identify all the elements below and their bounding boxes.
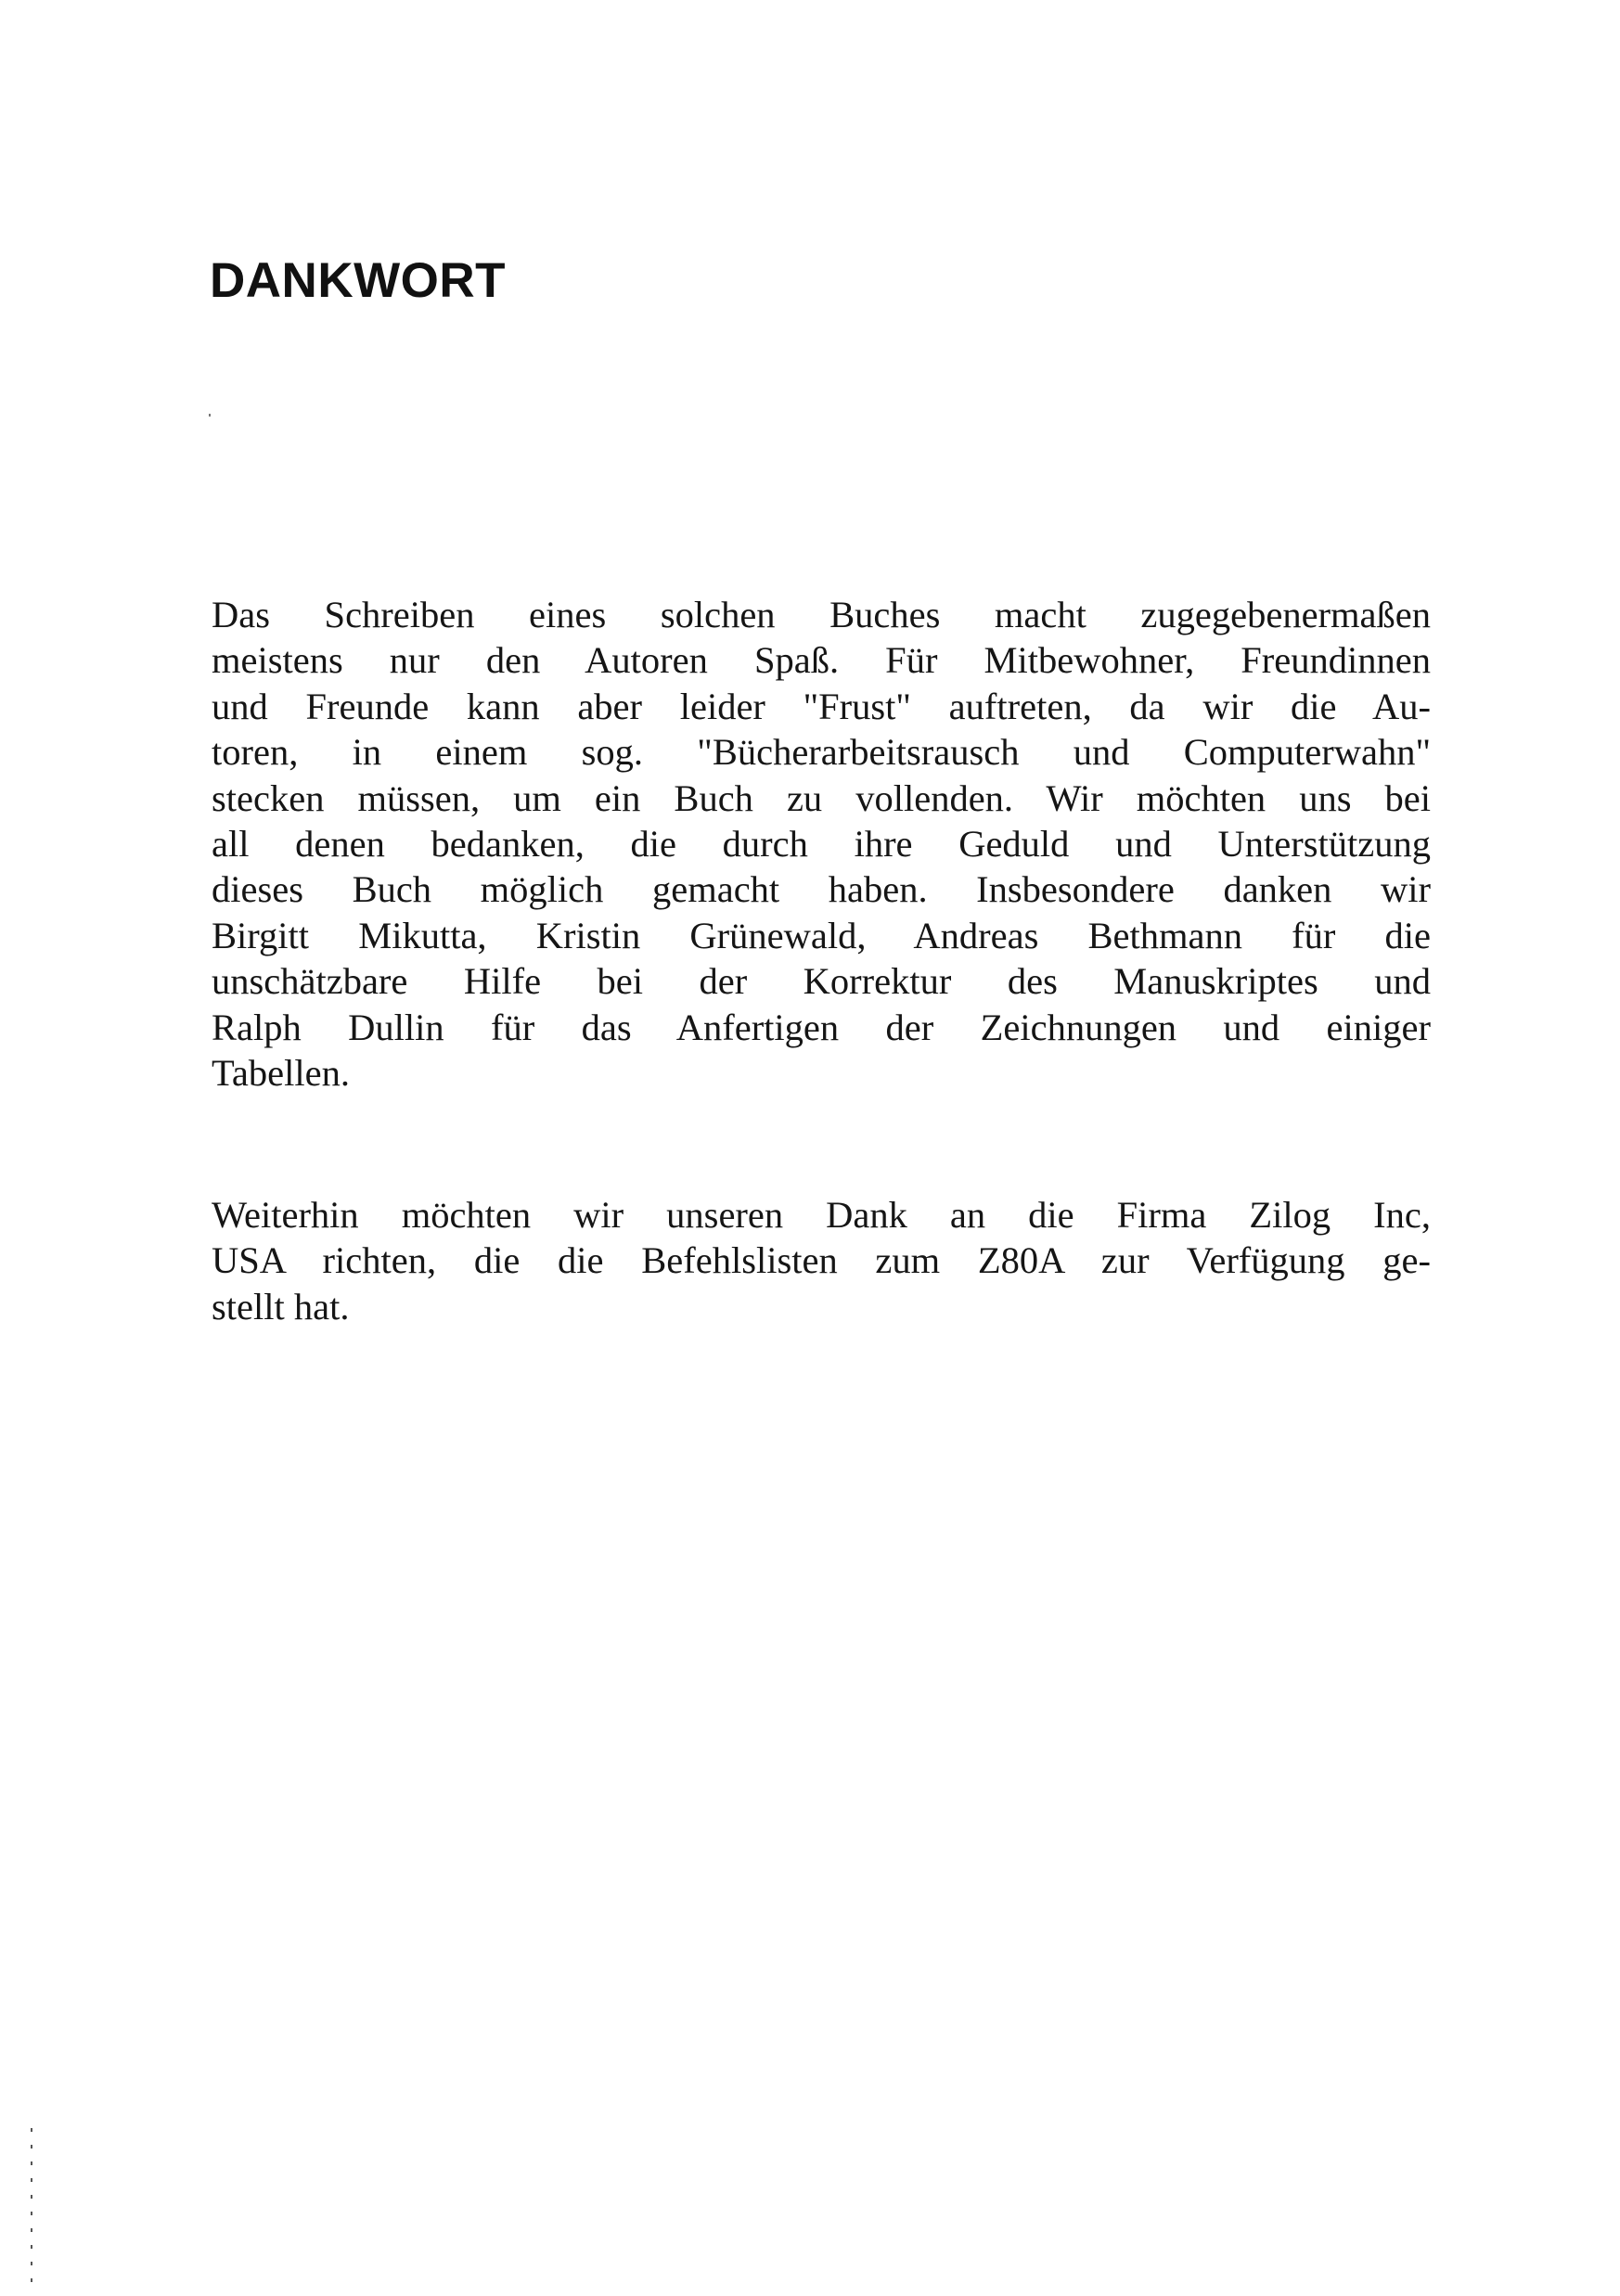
scan-speck <box>209 414 211 417</box>
text-line: stellt hat. <box>212 1285 350 1328</box>
text-line: unschätzbare Hilfe bei der Korrektur des Manuskriptes und <box>212 960 1431 1003</box>
text-line: meistens nur den Autoren Spaß. Für Mitbewohner, Freundinnen <box>212 639 1431 682</box>
text-line: stecken müssen, um ein Buch zu vollenden. Wir möchten uns bei <box>212 776 1431 819</box>
page-title: DANKWORT <box>210 253 506 308</box>
scan-edge-marks <box>31 2128 32 2282</box>
text-line: toren, in einem sog. "Bücherarbeitsrausch und Computerwahn" <box>212 731 1431 774</box>
text-line: und Freunde kann aber leider "Frust" auftreten, da wir die Au- <box>212 685 1431 727</box>
text-line: Ralph Dullin für das Anfertigen der Zeichnungen und einiger <box>212 1006 1431 1048</box>
text-line: dieses Buch möglich gemacht haben. Insbesondere danken wir <box>212 868 1431 911</box>
text-line: Das Schreiben eines solchen Buches macht zugegebenermaßen <box>212 594 1431 635</box>
text-line: Weiterhin möchten wir unseren Dank an die Firma Zilog Inc, <box>212 1194 1431 1236</box>
paragraph-zilog-thanks <box>212 1192 1431 1329</box>
text-line: all denen bedanken, die durch ihre Geduld und Unterstützung <box>212 823 1431 866</box>
paragraph-acknowledgements <box>212 592 1431 1096</box>
text-line: Tabellen. <box>212 1052 350 1095</box>
text-line: Birgitt Mikutta, Kristin Grünewald, Andreas Bethmann für die <box>212 914 1431 956</box>
text-line: USA richten, die die Befehlslisten zum Z80A zur Verfügung ge- <box>212 1239 1431 1282</box>
